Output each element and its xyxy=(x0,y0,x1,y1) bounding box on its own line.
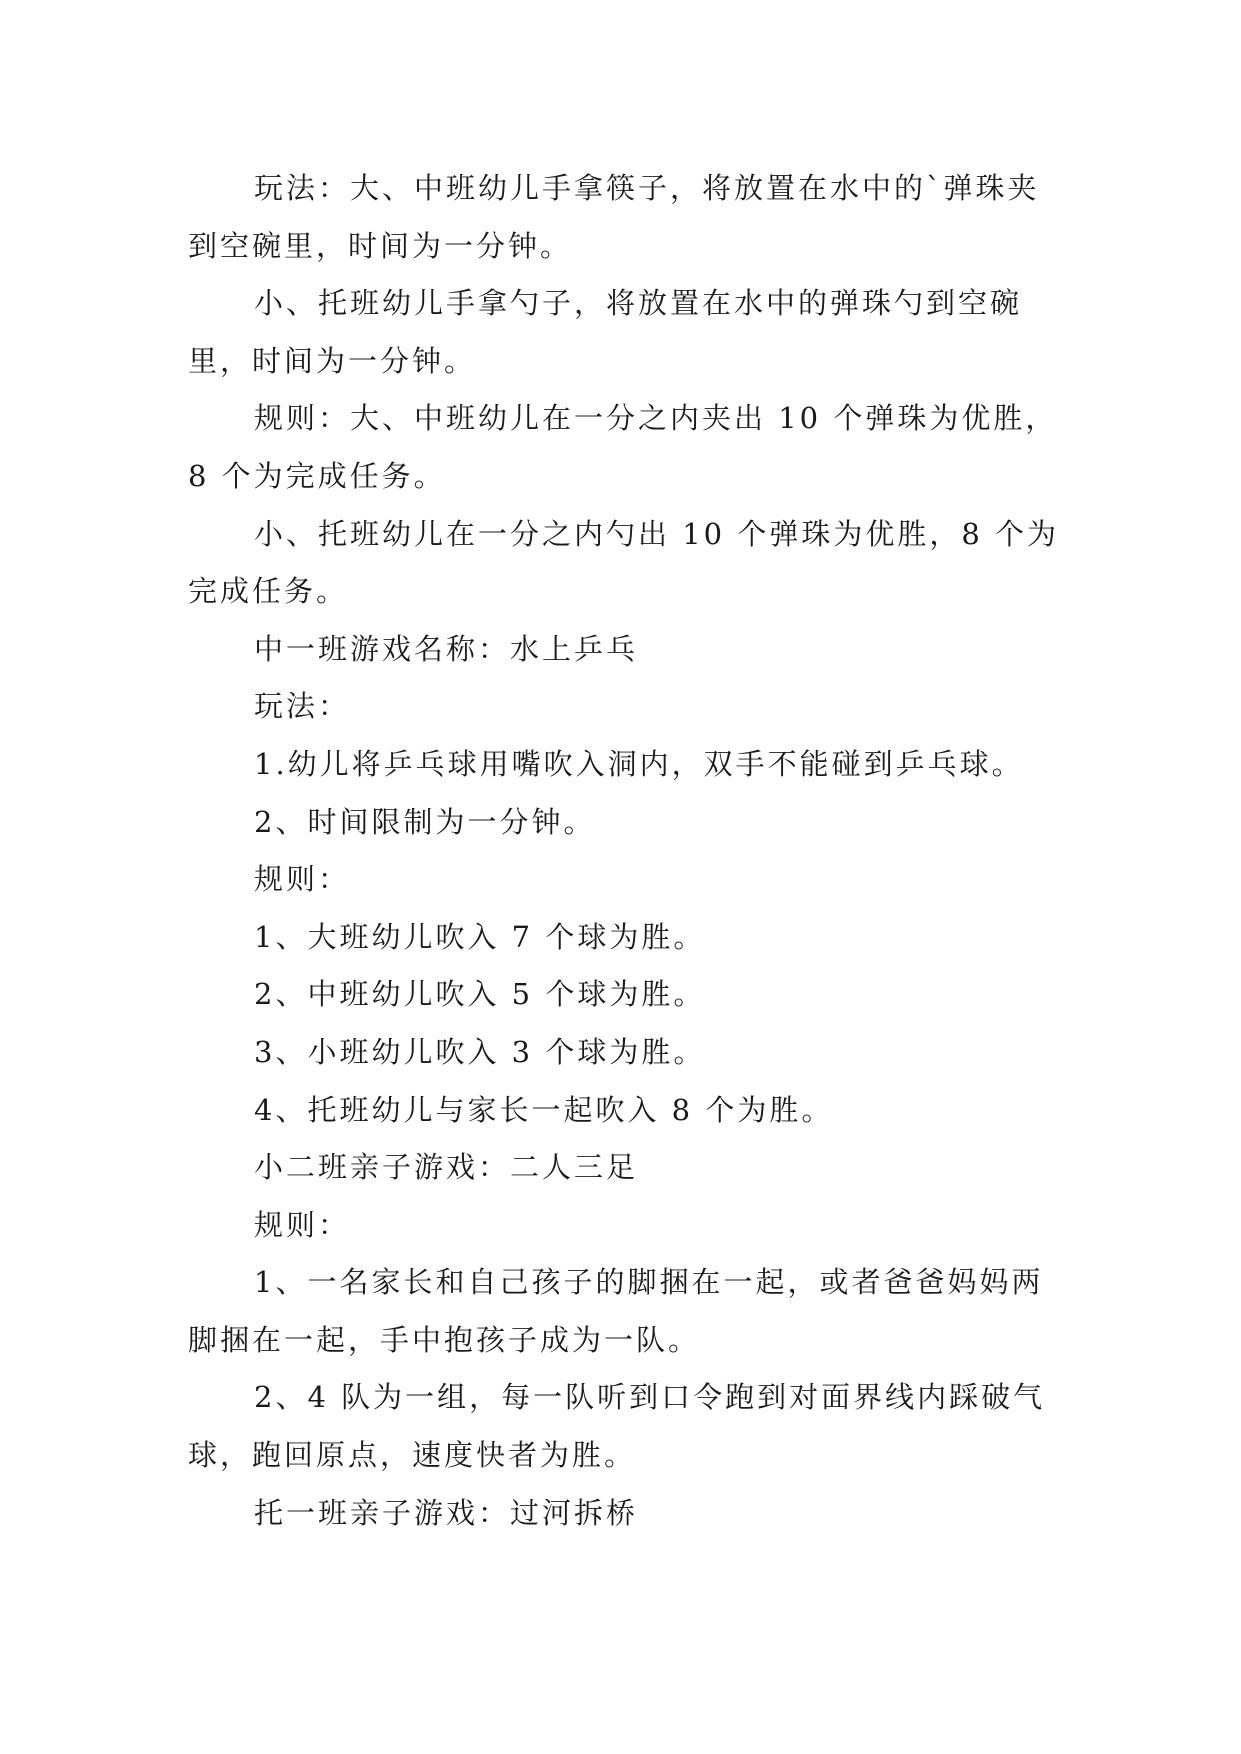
paragraph-15: 规则： xyxy=(254,1207,351,1242)
paragraph-18: 托一班亲子游戏：过河拆桥 xyxy=(254,1495,639,1530)
document-body xyxy=(188,160,1068,1542)
paragraph-13: 4、托班幼儿与家长一起吹入 8 个为胜。 xyxy=(254,1092,834,1127)
paragraph-10: 1、大班幼儿吹入 7 个球为胜。 xyxy=(254,919,706,954)
paragraph-14: 小二班亲子游戏：二人三足 xyxy=(254,1150,639,1185)
paragraph-1: 玩法：大、中班幼儿手拿筷子，将放置在水中的`弹珠夹到空碗里，时间为一分钟。 xyxy=(188,171,1040,263)
paragraph-2: 小、托班幼儿手拿勺子，将放置在水中的弹珠勺到空碗里，时间为一分钟。 xyxy=(188,286,1023,378)
paragraph-7: 1.幼儿将乒乓球用嘴吹入洞内，双手不能碰到乒乓球。 xyxy=(254,746,1024,781)
paragraph-9: 规则： xyxy=(254,862,351,897)
paragraph-6: 玩法： xyxy=(254,689,351,724)
paragraph-16: 1、一名家长和自己孩子的脚捆在一起，或者爸爸妈妈两脚捆在一起，手中抱孩子成为一队。 xyxy=(188,1265,1044,1357)
paragraph-12: 3、小班幼儿吹入 3 个球为胜。 xyxy=(254,1034,706,1069)
paragraph-8: 2、时间限制为一分钟。 xyxy=(254,804,596,839)
paragraph-5: 中一班游戏名称：水上乒乓 xyxy=(254,631,639,666)
paragraph-17: 2、4 队为一组，每一队听到口令跑到对面界线内踩破气球，跑回原点，速度快者为胜。 xyxy=(188,1380,1046,1473)
paragraph-4: 小、托班幼儿在一分之内勺出 10 个弹珠为优胜，8 个为完成任务。 xyxy=(188,516,1060,609)
paragraph-3: 规则：大、中班幼儿在一分之内夹出 10 个弹珠为优胜，8 个为完成任务。 xyxy=(188,401,1058,493)
paragraph-11: 2、中班幼儿吹入 5 个球为胜。 xyxy=(254,977,706,1012)
